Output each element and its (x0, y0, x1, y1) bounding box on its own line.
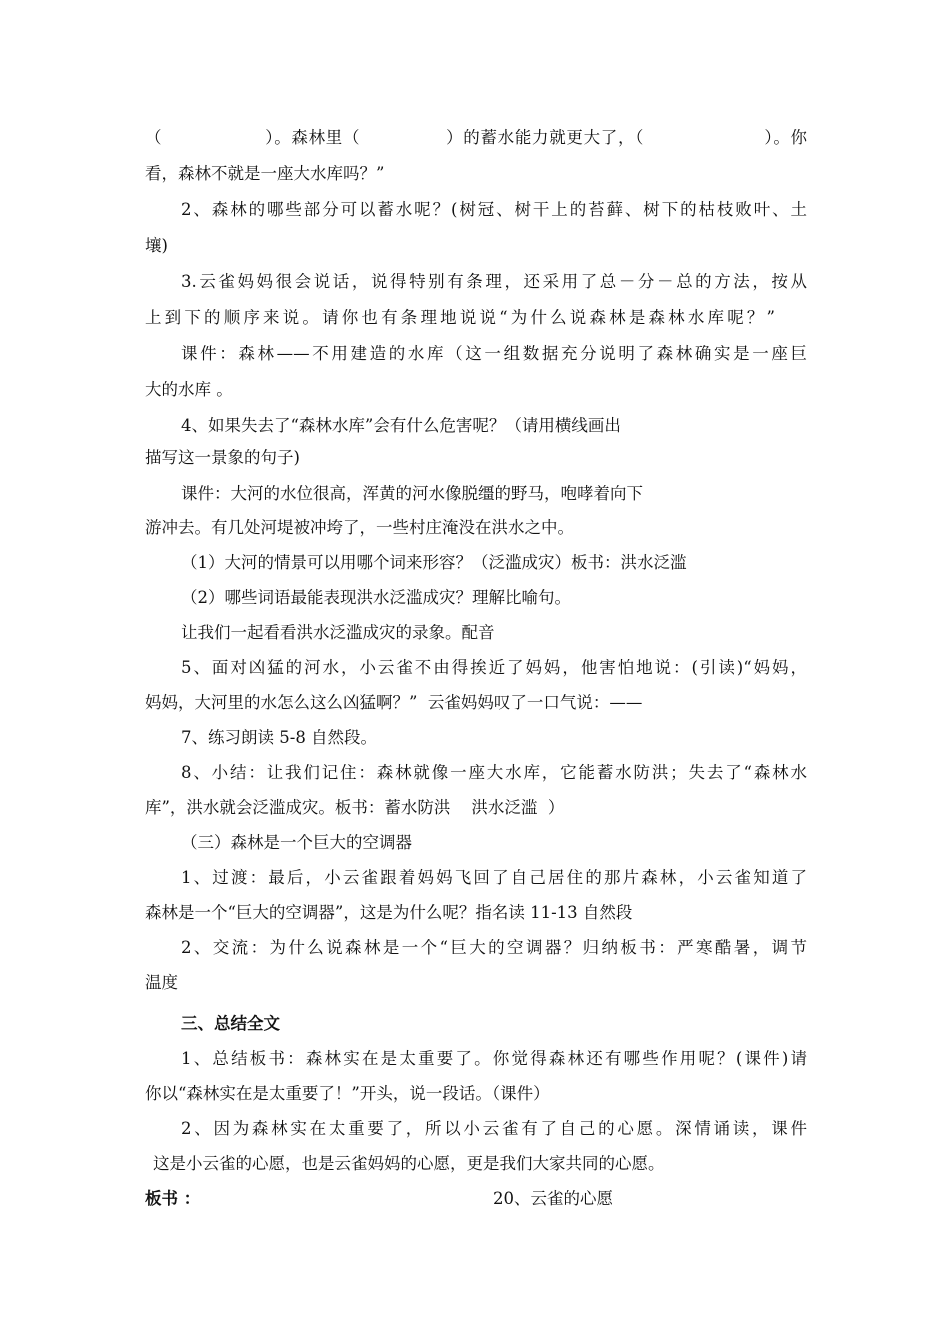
text-line: 课件：大河的水位很高，浑黄的河水像脱缰的野马，咆哮着向下 (181, 484, 643, 503)
text-line: 2、因为森林实在太重要了，所以小云雀有了自己的心愿。深情诵读，课件 (181, 1119, 807, 1138)
text-line: 妈妈，大河里的水怎么这么凶猛啊？” 云雀妈妈叹了一口气说：—— (145, 693, 643, 712)
text-line: 森林是一个“巨大的空调器”，这是为什么呢？指名读 11-13 自然段 (145, 903, 633, 922)
text-line: 1、总结板书：森林实在是太重要了。你觉得森林还有哪些作用呢？(课件)请 (181, 1049, 807, 1068)
board-label: 板书 ： (145, 1189, 201, 1208)
board-title: 20、云雀的心愿 (493, 1189, 613, 1208)
text-line: 大的水库 。 (145, 380, 233, 399)
section-heading: 三、总结全文 (181, 1014, 280, 1033)
text-line: 上到下的顺序来说。请你也有条理地说说“为什么说森林是森林水库呢？” (145, 308, 775, 327)
text-line: 1、过渡：最后，小云雀跟着妈妈飞回了自己居住的那片森林，小云雀知道了 (181, 868, 807, 887)
text-line: 7、练习朗读 5-8 自然段。 (181, 728, 378, 747)
text-line: 2、森林的哪些部分可以蓄水呢？(树冠、树干上的苔藓、树下的枯枝败叶、土 (181, 200, 807, 219)
text-line: 4、如果失去了“森林水库”会有什么危害呢？（请用横线画出 (181, 416, 621, 435)
text-line: 描写这一景象的句子) (145, 448, 300, 467)
text-line: 2、交流：为什么说森林是一个“巨大的空调器？归纳板书：严寒酷暑，调节 (181, 938, 807, 957)
text-line: 看，森林不就是一座大水库吗？” (145, 164, 385, 183)
text-line: 3.云雀妈妈很会说话，说得特别有条理，还采用了总－分－总的方法，按从 (181, 272, 807, 291)
text-line: 温度 (145, 973, 178, 992)
text-line: 这是小云雀的心愿，也是云雀妈妈的心愿，更是我们大家共同的心愿。 (153, 1154, 665, 1173)
text-line: 课件：森林——不用建造的水库（这一组数据充分说明了森林确实是一座巨 (181, 344, 807, 363)
text-line: 8、小结：让我们记住：森林就像一座大水库，它能蓄水防洪；失去了“森林水 (181, 763, 807, 782)
text-line: （ ）。森林里（ ）的蓄水能力就更大了，（ ）。你 (145, 128, 807, 147)
text-line: 让我们一起看看洪水泛滥成灾的录象。配音 (181, 623, 495, 642)
text-line: （2）哪些词语最能表现洪水泛滥成灾？理解比喻句。 (181, 588, 571, 607)
text-line: 游冲去。有几处河堤被冲垮了，一些村庄淹没在洪水之中。 (145, 518, 574, 537)
section-heading: （三）森林是一个巨大的空调器 (181, 833, 412, 852)
text-line: （1）大河的情景可以用哪个词来形容？（泛滥成灾）板书：洪水泛滥 (181, 553, 687, 572)
text-line: 库”，洪水就会泛滥成灾。板书：蓄水防洪 洪水泛滥 ） (145, 798, 565, 817)
text-line: 你以“森林实在是太重要了！”开头，说一段话。（课件） (145, 1084, 550, 1103)
text-line: 壤) (145, 236, 168, 255)
text-line: 5、面对凶猛的河水，小云雀不由得挨近了妈妈，他害怕地说：(引读)“妈妈， (181, 658, 807, 677)
